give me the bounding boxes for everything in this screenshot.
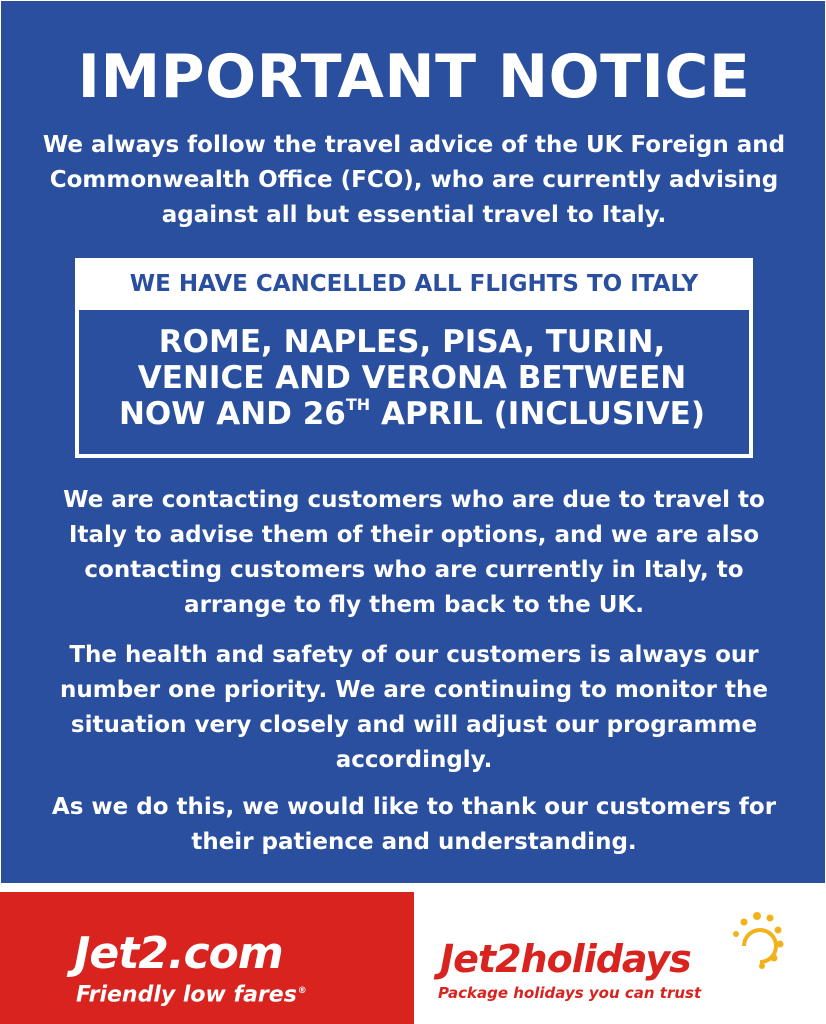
cities-line-3 [79, 396, 745, 432]
cities-line-1: ROME, NAPLES, PISA, TURIN, [158, 324, 666, 360]
cities-line-3-start: NOW AND 26 [118, 396, 346, 432]
intro-paragraph: We always follow the travel advice of the UK Foreign and Commonwealth Office (FCO), who are currently advising against all but essential travel to Italy. [42, 132, 786, 228]
sun-icon [714, 906, 784, 976]
cities-box [75, 310, 753, 458]
cities-line-3-end: APRIL (INCLUSIVE) [370, 396, 706, 432]
jet2holidays-logo-panel [414, 892, 826, 1024]
notice-title: IMPORTANT NOTICE [77, 42, 751, 112]
jet2holidays-tagline: Package holidays you can trust [438, 984, 702, 1002]
jet2-tagline-text: Friendly low fares [76, 982, 297, 1008]
cities-line-2: VENICE AND VERONA BETWEEN [137, 360, 687, 396]
cancel-heading: WE HAVE CANCELLED ALL FLIGHTS TO ITALY [75, 258, 753, 310]
cities-text [79, 324, 745, 432]
jet2-logo-panel [0, 892, 414, 1024]
jet2holidays-logo: Jet2holidays [440, 937, 691, 981]
jet2-tagline [76, 978, 307, 1008]
safety-paragraph: The health and safety of our customers is always our number one priority. We are continuing to monitor the situation very closely and will adjust our programme accordingly. [60, 642, 768, 773]
thanks-paragraph: As we do this, we would like to thank our customers for their patience and understanding. [51, 794, 777, 855]
footer-logos [0, 884, 826, 1024]
registered-mark-icon: ® [297, 986, 307, 996]
contact-paragraph: We are contacting customers who are due to travel to Italy to advise them of their options, and we are also contacting customers who are currently in Italy, to arrange to fly them back to the UK. [63, 487, 765, 618]
ordinal-suffix: TH [345, 394, 371, 414]
jet2-logo: Jet2.com [74, 928, 283, 979]
